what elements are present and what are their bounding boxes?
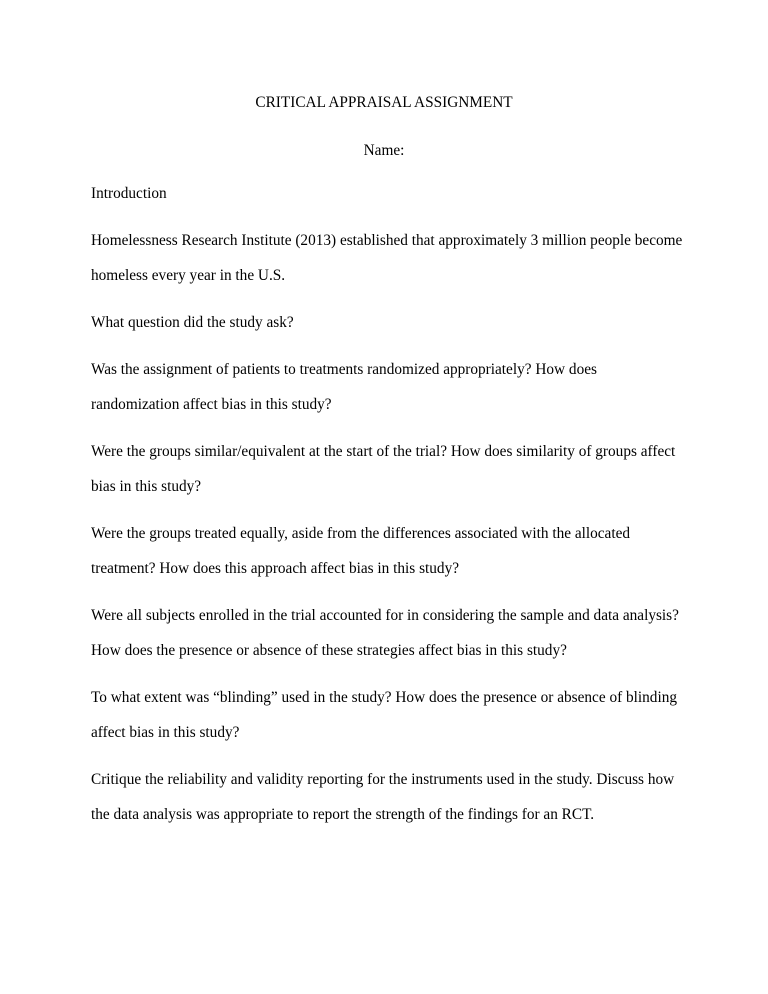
name-label: Name: <box>363 142 405 159</box>
question-line: To what extent was “blinding” used in the study? How does the presence or absence of blinding <box>91 689 678 706</box>
question-line: the data analysis was appropriate to report the strength of the findings for an RCT. <box>91 806 595 823</box>
question-line: Were the groups similar/equivalent at the start of the trial? How does similarity of groups affect <box>91 443 676 460</box>
question-line: affect bias in this study? <box>91 724 240 741</box>
introduction-heading: Introduction <box>91 185 167 202</box>
question-line: Was the assignment of patients to treatments randomized appropriately? How does <box>91 361 597 378</box>
question-line: randomization affect bias in this study? <box>91 396 332 413</box>
question-line: bias in this study? <box>91 478 202 495</box>
paragraph-line: Homelessness Research Institute (2013) established that approximately 3 million people become <box>91 232 683 249</box>
question-line: Were all subjects enrolled in the trial accounted for in considering the sample and data analysis? <box>91 607 679 624</box>
document-title: CRITICAL APPRAISAL ASSIGNMENT <box>255 94 513 111</box>
paragraph-line: homeless every year in the U.S. <box>91 267 286 284</box>
question-line: Were the groups treated equally, aside from the differences associated with the allocated <box>91 525 631 542</box>
question-line: What question did the study ask? <box>91 314 294 331</box>
question-line: Critique the reliability and validity reporting for the instruments used in the study. Discuss how <box>91 771 675 788</box>
question-line: treatment? How does this approach affect bias in this study? <box>91 560 460 577</box>
question-line: How does the presence or absence of these strategies affect bias in this study? <box>91 642 567 659</box>
